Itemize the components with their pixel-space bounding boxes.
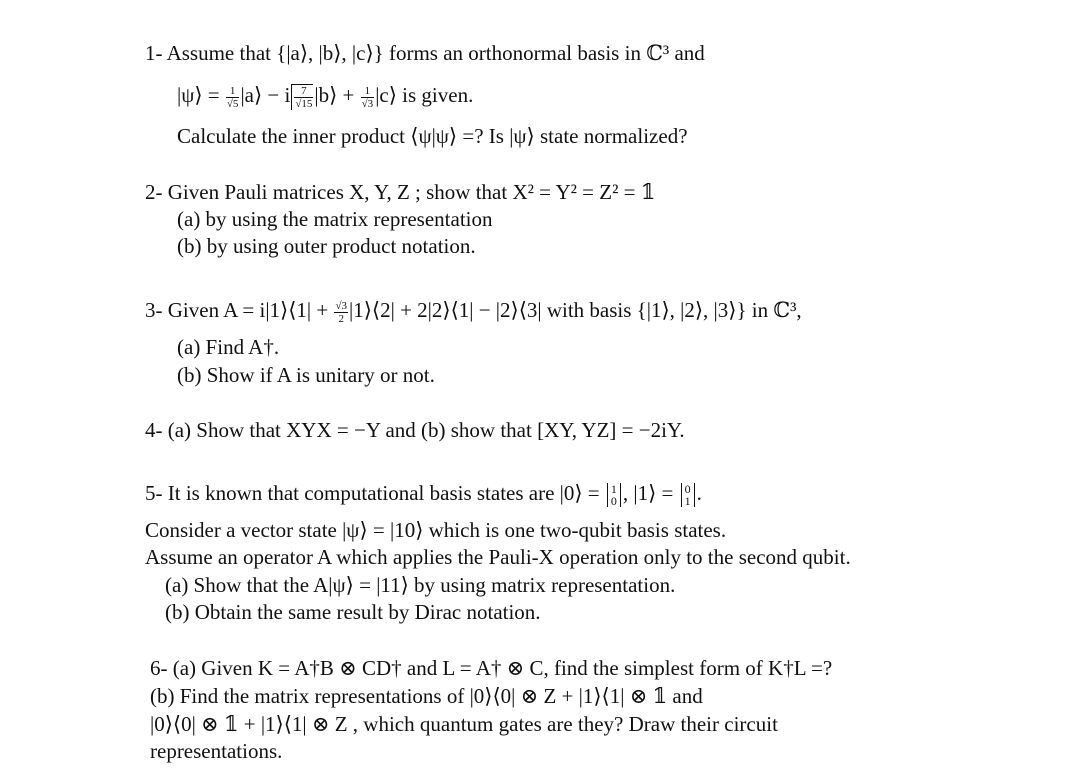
fraction-sqrt3-over-2: $\frac{√3}{2}$ — [335, 299, 348, 325]
problem-1-line-1: 1- Assume that {|a⟩, |b⟩, |c⟩} forms an orthonormal basis in ℂ³ and — [145, 41, 705, 65]
fraction-1-over-sqrt3: $\frac{1}{√3}$ — [361, 84, 374, 110]
basis-separator: , |1⟩ = — [622, 481, 679, 505]
problem-5-line-5: (b) Obtain the same result by Dirac notation. — [165, 600, 541, 624]
problem-2-line-1: 2- Given Pauli matrices X, Y, Z ; show that X² = Y² = Z² = 𝟙 — [145, 180, 656, 204]
psi-def-b: |b⟩ + — [314, 83, 360, 107]
problem-5-line-4: (a) Show that the A|ψ⟩ = |11⟩ by using matrix representation. — [165, 573, 676, 597]
problem-3-line-1 — [145, 297, 802, 325]
problem-3-line-3: (b) Show if A is unitary or not. — [177, 363, 435, 387]
problem-1-line-2 — [177, 82, 473, 110]
problem-5-line-3: Assume an operator A which applies the Pauli-X operation only to the second qubit. — [145, 545, 851, 569]
problem-6-line-2: (b) Find the matrix representations of |0⟩⟨0| ⊗ Z + |1⟩⟨1| ⊗ 𝟙 and — [150, 684, 703, 708]
problem-3-line-2: (a) Find A†. — [177, 335, 280, 359]
psi-def-start: |ψ⟩ = — [177, 83, 225, 107]
ket-0-column-vector: 1 0 — [607, 483, 621, 507]
basis-intro: 5- It is known that computational basis states are |0⟩ = — [145, 481, 605, 505]
problem-5-line-1 — [145, 480, 702, 507]
problem-6-line-3: |0⟩⟨0| ⊗ 𝟙 + |1⟩⟨1| ⊗ Z , which quantum gates are they? Draw their circuit — [150, 712, 778, 736]
psi-def-a: |a⟩ − i — [240, 83, 291, 107]
fraction-1-over-sqrt5: $\frac{1}{√5}$ — [226, 84, 239, 110]
problem-5-line-2: Consider a vector state |ψ⟩ = |10⟩ which is one two-qubit basis states. — [145, 518, 727, 542]
ket-1-column-vector: 0 1 — [681, 483, 695, 507]
problem-2-line-2: (a) by using the matrix representation — [177, 207, 493, 231]
problem-6-line-1: 6- (a) Given K = A†B ⊗ CD† and L = A† ⊗ C, find the simplest form of K†L =? — [150, 656, 833, 680]
psi-def-c: |c⟩ is given. — [375, 83, 474, 107]
operator-a-start: 3- Given A = i|1⟩⟨1| + — [145, 298, 334, 322]
operator-a-rest: |1⟩⟨2| + 2|2⟩⟨1| − |2⟩⟨3| with basis {|1⟩, |2⟩, |3⟩} in ℂ³, — [349, 298, 802, 322]
problem-6-line-4: representations. — [150, 739, 283, 763]
fraction-sqrt-7-over-15: $\frac{7}{√15}$ — [291, 84, 313, 110]
problem-2-line-3: (b) by using outer product notation. — [177, 234, 476, 258]
problem-4-line-1: 4- (a) Show that XYX = −Y and (b) show that [XY, YZ] = −2iY. — [145, 418, 685, 442]
basis-end: . — [696, 481, 702, 505]
problem-1-line-3: Calculate the inner product ⟨ψ|ψ⟩ =? Is |ψ⟩ state normalized? — [177, 124, 688, 148]
